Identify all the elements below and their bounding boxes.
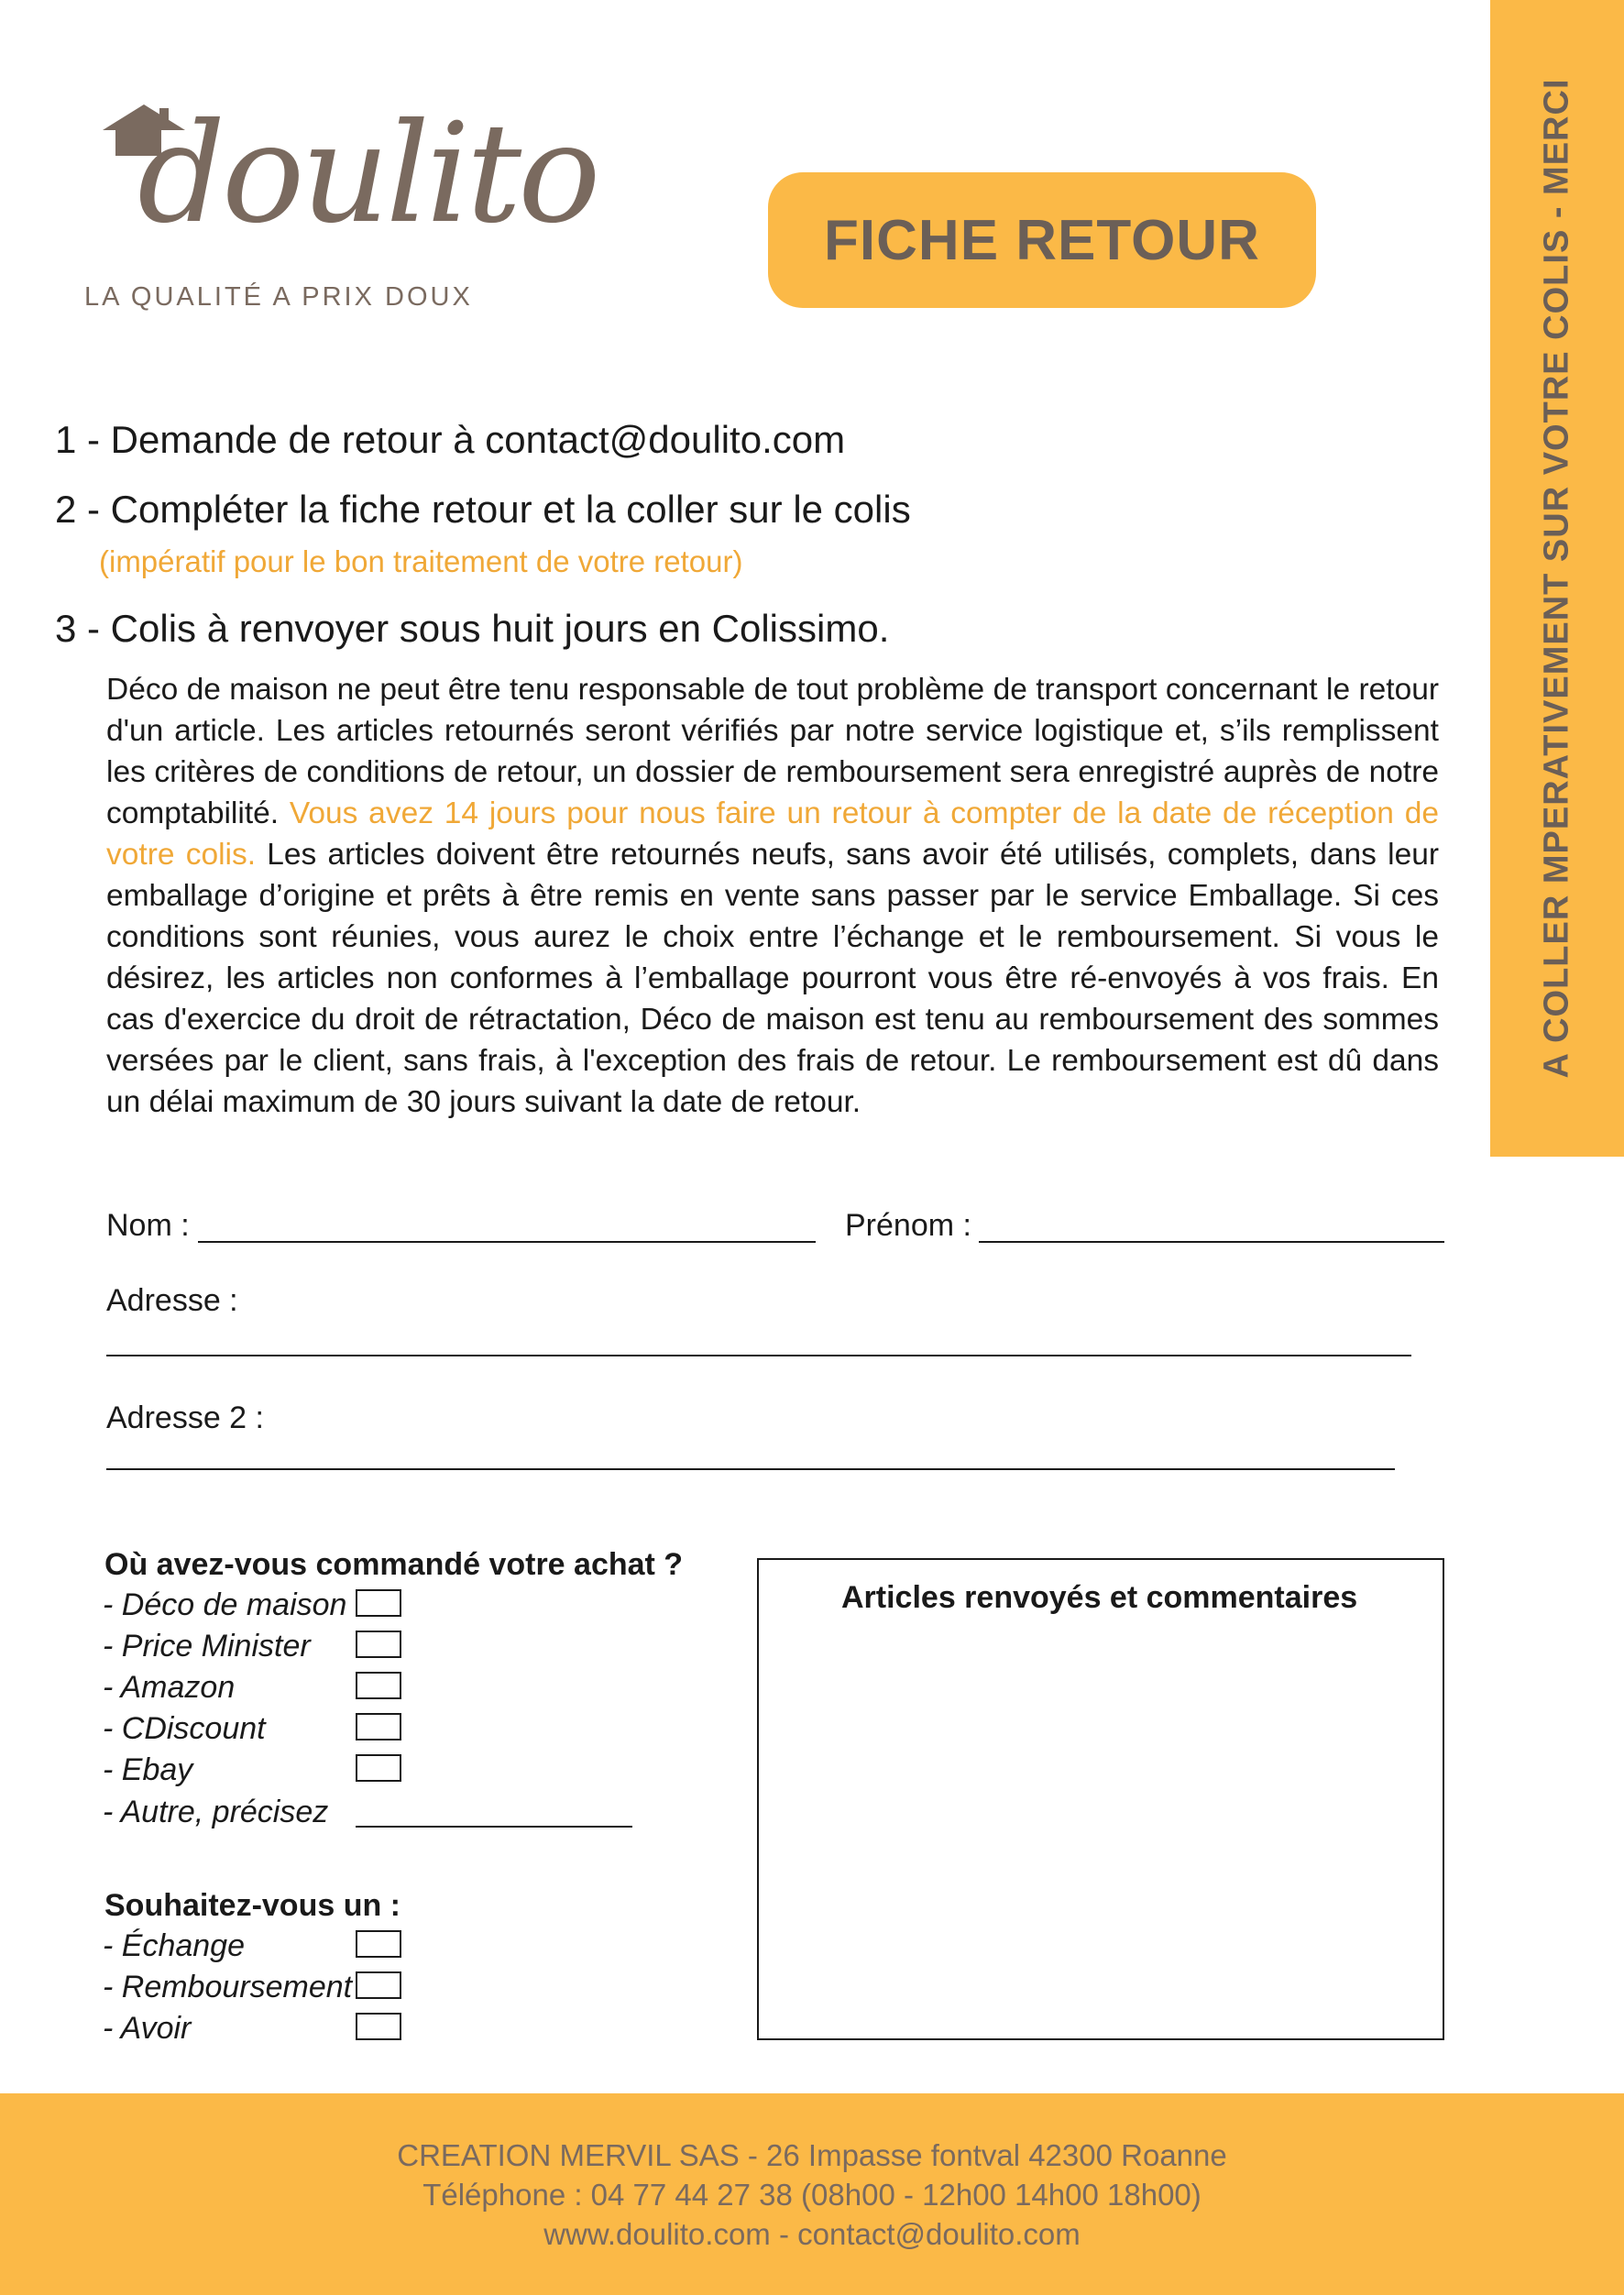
checkbox-cdiscount[interactable] — [356, 1713, 401, 1740]
conditions-part-1: Déco de maison ne peut être tenu responsable de tout problème de transport concernant le retour d'un article. Les articles retournés seront vérifiés par notre service logistique et, s’ils remplissent les critères de conditions de retour, un dossier de remboursement sera enregistré auprès de notre comptabilité. — [106, 673, 1439, 830]
checkbox-amazon[interactable] — [356, 1672, 401, 1699]
comments-box[interactable] — [757, 1558, 1444, 2040]
adresse2-field[interactable] — [106, 1468, 1395, 1470]
nom-label: Nom : — [106, 1208, 190, 1243]
option-autre: - Autre, précisez — [103, 1795, 329, 1829]
step-1: 1 - Demande de retour à contact@doulito.com — [55, 418, 846, 461]
footer-phone: Téléphone : 04 77 44 27 38 (08h00 - 12h00 14h00 18h00) — [422, 2177, 1202, 2212]
brand-tagline: LA QUALITÉ A PRIX DOUX — [84, 282, 473, 312]
comments-title: Articles renvoyés et commentaires — [841, 1580, 1358, 1615]
side-banner — [1490, 0, 1624, 1157]
order-source-title: Où avez-vous commandé votre achat ? — [104, 1547, 684, 1582]
option-price-minister: - Price Minister — [103, 1629, 311, 1664]
prenom-label: Prénom : — [845, 1208, 971, 1243]
step-2-note: (impératif pour le bon traitement de votre retour) — [99, 544, 743, 578]
page-title-badge — [768, 172, 1316, 308]
preference-title: Souhaitez-vous un : — [104, 1888, 401, 1923]
footer — [0, 2093, 1624, 2295]
nom-field[interactable] — [198, 1241, 816, 1243]
adresse-field[interactable] — [106, 1355, 1411, 1356]
prenom-field[interactable] — [979, 1241, 1444, 1243]
checkbox-ebay[interactable] — [356, 1754, 401, 1782]
conditions-highlight: Vous avez 14 jours pour nous faire un retour à compter de la date de réception de votre colis. — [106, 796, 1439, 872]
option-echange: - Échange — [103, 1928, 245, 1963]
option-deco-de-maison: - Déco de maison — [103, 1587, 347, 1622]
step-3: 3 - Colis à renvoyer sous huit jours en Colissimo. — [55, 607, 890, 650]
brand-logo: doulito — [137, 94, 598, 254]
return-conditions-text — [106, 669, 1439, 1123]
option-amazon: - Amazon — [103, 1670, 236, 1705]
option-remboursement: - Remboursement — [103, 1970, 353, 2004]
option-cdiscount: - CDiscount — [103, 1711, 266, 1746]
step-2: 2 - Compléter la fiche retour et la coller sur le colis — [55, 488, 911, 531]
option-ebay: - Ebay — [103, 1752, 193, 1787]
checkbox-remboursement[interactable] — [356, 1971, 401, 1999]
checkbox-price-minister[interactable] — [356, 1631, 401, 1658]
footer-web-contact: www.doulito.com - contact@doulito.com — [543, 2216, 1081, 2251]
checkbox-avoir[interactable] — [356, 2013, 401, 2040]
footer-address: CREATION MERVIL SAS - 26 Impasse fontval 42300 Roanne — [397, 2137, 1227, 2172]
checkbox-deco-de-maison[interactable] — [356, 1589, 401, 1617]
page-title: FICHE RETOUR — [824, 208, 1260, 272]
adresse2-label: Adresse 2 : — [106, 1400, 264, 1435]
conditions-part-2: Les articles doivent être retournés neufs, sans avoir été utilisés, complets, dans leur emballage d’origine et prêts à être remis en vente sans passer par le service Emballage. Si ces conditions sont réunies, vous aurez le choix entre l’échange et le remboursement. Si vous le désirez, les articles non conformes à l’emballage pourront vous être ré-envoyés à vos frais. En cas d'exercice du droit de rétractation, Déco de maison est tenu au remboursement des sommes versées par le client, sans frais, à l'exception des frais de retour. Le remboursement est dû dans un délai maximum de 30 jours suivant la date de retour. — [106, 838, 1439, 1119]
side-banner-text: A COLLER MPERATIVEMENT SUR VOTRE COLIS - MERCI — [1537, 78, 1576, 1079]
checkbox-echange[interactable] — [356, 1930, 401, 1958]
option-avoir: - Avoir — [103, 2011, 192, 2046]
adresse-label: Adresse : — [106, 1283, 238, 1318]
autre-precisez-field[interactable] — [356, 1826, 632, 1828]
